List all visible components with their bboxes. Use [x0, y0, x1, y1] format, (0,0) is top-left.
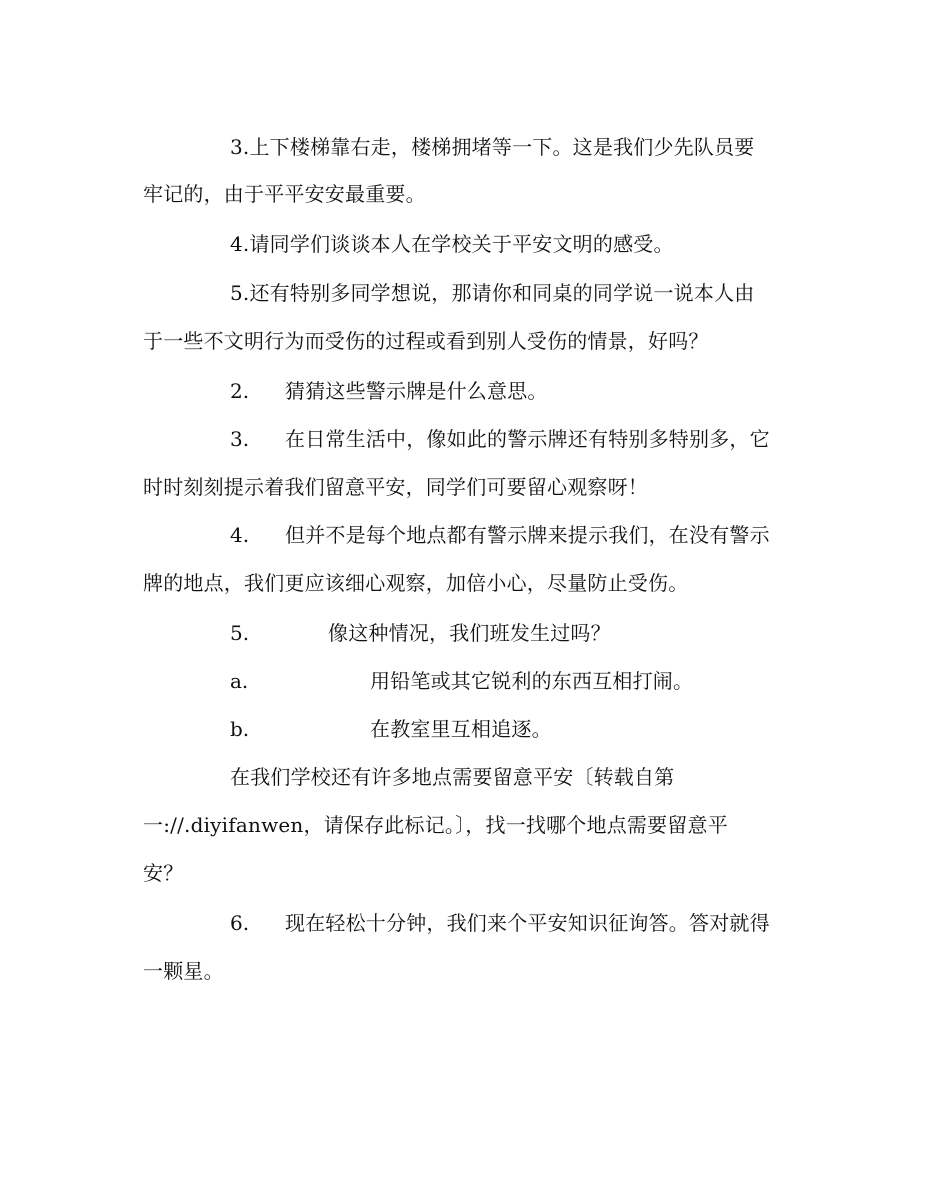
- text-line: 3.上下楼梯靠右走，楼梯拥堵等一下。这是我们少先队员要: [230, 135, 755, 159]
- text-line: 时时刻刻提示着我们留意平安，同学们可要留心观察呀！: [143, 475, 648, 499]
- text-line: 5.还有特别多同学想说，那请你和同桌的同学说一说本人由: [230, 281, 755, 305]
- list-number: 3.: [230, 427, 250, 451]
- list-item-text: 在教室里互相追逐。: [370, 717, 552, 741]
- text-line: 一://.diyifanwen，请保存此标记。〕，找一找哪个地点需要留意平: [143, 813, 728, 837]
- list-item-text: 在日常生活中，像如此的警示牌还有特别多特别多，它: [285, 427, 770, 451]
- text-line: 在我们学校还有许多地点需要留意平安〔转载自第: [230, 765, 675, 789]
- text-line: 牌的地点，我们更应该细心观察，加倍小心，尽量防止受伤。: [143, 571, 689, 595]
- text-line: 一颗星。: [143, 959, 224, 983]
- list-number: 6.: [230, 911, 250, 935]
- list-item-text: 用铅笔或其它锐利的东西互相打闹。: [370, 669, 694, 693]
- list-item-text: 像这种情况，我们班发生过吗？: [328, 621, 611, 645]
- text-line: 4.请同学们谈谈本人在学校关于平安文明的感受。: [230, 232, 674, 256]
- list-item-text: 现在轻松十分钟，我们来个平安知识征询答。答对就得: [285, 911, 770, 935]
- list-item-text: 但并不是每个地点都有警示牌来提示我们，在没有警示: [285, 523, 770, 547]
- list-number: 2.: [230, 379, 250, 403]
- text-line: 安？: [143, 861, 184, 885]
- list-number: 4.: [230, 523, 250, 547]
- list-number: 5.: [230, 621, 250, 645]
- list-number: a.: [230, 669, 249, 693]
- text-line: 牢记的，由于平平安安最重要。: [143, 182, 426, 206]
- list-item-text: 猜猜这些警示牌是什么意思。: [285, 379, 548, 403]
- text-line: 于一些不文明行为而受伤的过程或看到别人受伤的情景，好吗？: [143, 329, 709, 353]
- list-number: b.: [230, 717, 250, 741]
